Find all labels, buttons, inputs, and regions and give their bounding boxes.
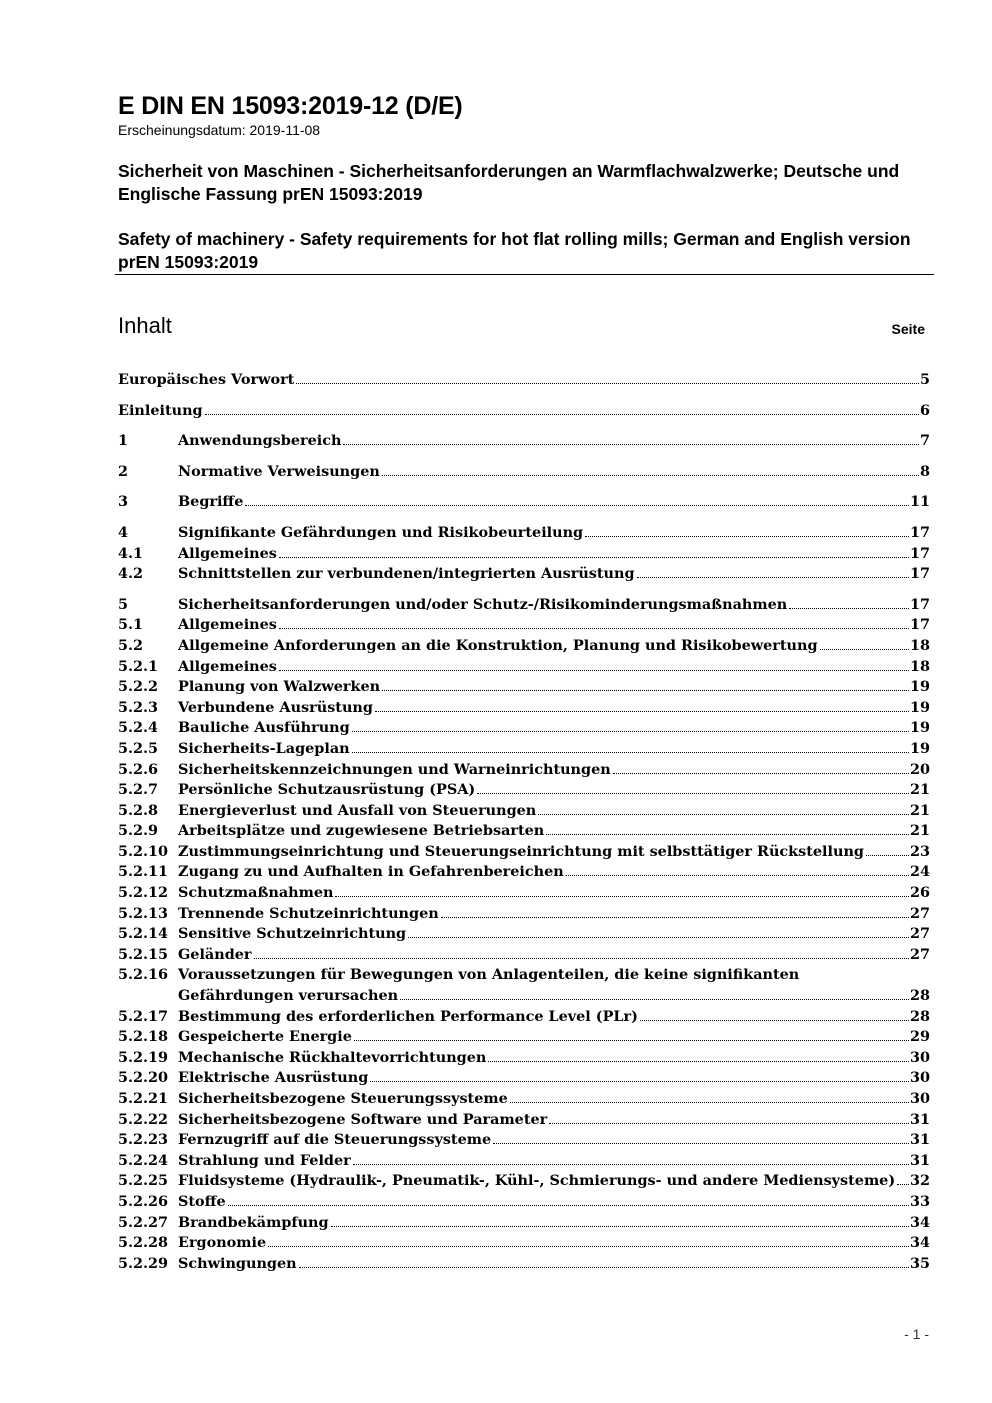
toc-leader-dots: [354, 1040, 909, 1041]
toc-entry-number: 2: [118, 462, 129, 480]
toc-entry[interactable]: [118, 1089, 930, 1110]
toc-leader-dots: [866, 855, 909, 856]
toc-entry-number: 4.1: [118, 544, 144, 562]
toc-entry-number: 5.2.20: [118, 1069, 169, 1087]
toc-page-column-label: Seite: [891, 321, 925, 337]
toc-entry[interactable]: [118, 965, 930, 986]
toc-leader-dots: [370, 1081, 909, 1082]
toc-entry-number: 5.2.25: [118, 1172, 169, 1190]
toc-entry-page: 33: [909, 1192, 930, 1210]
toc-leader-dots: [382, 475, 919, 476]
toc-entry-title: Trennende Schutzeinrichtungen: [178, 904, 439, 922]
toc-entry-page: 32: [909, 1172, 930, 1190]
header-divider: [115, 274, 934, 275]
toc-entry-title-continued: Gefährdungen verursachen: [178, 987, 399, 1005]
toc-entry-page: 31: [909, 1110, 930, 1128]
toc-entry[interactable]: [118, 595, 930, 616]
toc-leader-dots: [205, 414, 919, 415]
toc-entry-number: 5.2.1: [118, 657, 159, 675]
table-of-contents: [118, 370, 930, 1274]
toc-leader-dots: [296, 383, 919, 384]
toc-leader-dots: [789, 608, 909, 609]
toc-entry-number: 5.2.16: [118, 966, 169, 984]
toc-entry-number: 5.2.10: [118, 842, 169, 860]
toc-entry-number: 5.2.2: [118, 678, 159, 696]
toc-entry-title: Bestimmung des erforderlichen Performance Level (PLr): [178, 1007, 638, 1025]
toc-entry[interactable]: [118, 1130, 930, 1151]
toc-leader-dots: [352, 752, 909, 753]
toc-entry-number: 5.2.28: [118, 1234, 169, 1252]
toc-entry[interactable]: [118, 401, 930, 422]
toc-entry-title: Schutzmaßnahmen: [178, 884, 334, 902]
toc-entry-page: 26: [909, 884, 930, 902]
toc-entry-page: 34: [909, 1213, 930, 1231]
toc-entry-page: 27: [909, 904, 930, 922]
toc-entry[interactable]: [118, 801, 930, 822]
toc-entry-title: Geländer: [178, 945, 252, 963]
toc-leader-dots: [228, 1205, 909, 1206]
toc-entry-title: Mechanische Rückhaltevorrichtungen: [178, 1048, 487, 1066]
toc-entry-title: Sicherheitsbezogene Steuerungssysteme: [178, 1090, 508, 1107]
toc-entry-title: Planung von Walzwerken: [178, 678, 381, 696]
toc-leader-dots: [279, 670, 909, 671]
toc-entry-page: 19: [909, 698, 930, 716]
toc-entry-title: Anwendungsbereich: [178, 432, 342, 450]
toc-entry[interactable]: [118, 718, 930, 739]
toc-entry-page: 19: [909, 739, 930, 757]
toc-entry[interactable]: [118, 1233, 930, 1254]
toc-entry-page: 18: [909, 657, 930, 675]
toc-entry[interactable]: [118, 1027, 930, 1048]
toc-entry-title: Sicherheitsbezogene Software und Parameter: [178, 1110, 548, 1128]
publication-date: Erscheinungsdatum: 2019-11-08: [118, 122, 321, 138]
toc-entry-number: 5.2.18: [118, 1028, 169, 1046]
toc-entry-page: 30: [909, 1069, 930, 1087]
toc-entry-title: Voraussetzungen für Bewegungen von Anlagenteilen, die keine signifikanten: [178, 966, 800, 984]
title-english: Safety of machinery - Safety requirements for hot flat rolling mills; German and English version prEN 15093:2019: [118, 229, 911, 272]
toc-entry-number: 5: [118, 595, 129, 613]
toc-leader-dots: [820, 649, 909, 650]
toc-entry[interactable]: [118, 883, 930, 904]
toc-entry-page: 11: [909, 493, 930, 511]
toc-entry-page: 8: [919, 462, 930, 480]
toc-entry-number: 5.2.29: [118, 1254, 169, 1272]
toc-leader-dots: [566, 875, 909, 876]
toc-entry-page: 17: [909, 595, 930, 613]
toc-leader-dots: [245, 505, 909, 506]
toc-entry-title: Zustimmungseinrichtung und Steuerungseinrichtung mit selbsttätiger Rückstellung: [178, 842, 864, 860]
toc-entry-page: 24: [909, 863, 930, 881]
toc-entry-page: 29: [909, 1028, 930, 1046]
toc-leader-dots: [477, 793, 909, 794]
toc-entry-title: Arbeitsplätze und zugewiesene Betriebsarten: [178, 822, 545, 840]
toc-entry-number: 5.2.7: [118, 781, 159, 799]
toc-entry-number: 4: [118, 523, 129, 541]
toc-entry[interactable]: [118, 698, 930, 719]
toc-entry-page: 31: [909, 1131, 930, 1149]
toc-entry[interactable]: [118, 1068, 930, 1089]
document-id-title: E DIN EN 15093:2019-12 (D/E): [118, 92, 463, 120]
toc-leader-dots: [279, 557, 909, 558]
toc-entry-title: Schnittstellen zur verbundenen/integrierten Ausrüstung: [178, 565, 635, 583]
toc-entry-page: 35: [909, 1254, 930, 1272]
toc-entry-title: Ergonomie: [178, 1234, 267, 1252]
toc-entry-page: 21: [909, 781, 930, 799]
toc-entry-title: Sicherheitskennzeichnungen und Warneinrichtungen: [178, 760, 611, 778]
toc-entry-title: Einleitung: [118, 401, 203, 419]
toc-entry-number: 5.1: [118, 616, 144, 634]
toc-entry-page: 6: [919, 401, 930, 419]
toc-leader-dots: [538, 814, 909, 815]
toc-leader-dots: [299, 1267, 909, 1268]
toc-entry-number: 5.2.9: [118, 822, 159, 840]
toc-entry-continuation[interactable]: [118, 986, 930, 1007]
toc-entry-number: 5.2.8: [118, 801, 159, 819]
toc-entry[interactable]: [118, 739, 930, 760]
toc-heading: Inhalt: [118, 313, 172, 338]
toc-entry-title: Stoffe: [178, 1192, 226, 1210]
toc-leader-dots: [897, 1184, 909, 1185]
toc-entry[interactable]: [118, 842, 930, 863]
toc-entry-title: Brandbekämpfung: [178, 1213, 329, 1231]
toc-entry-page: 17: [909, 565, 930, 583]
toc-entry[interactable]: [118, 523, 930, 544]
toc-leader-dots: [441, 917, 909, 918]
toc-entry-page: 27: [909, 925, 930, 943]
toc-entry-title: Gespeicherte Energie: [178, 1028, 352, 1046]
toc-entry[interactable]: [118, 657, 930, 678]
toc-entry-number: 5.2.3: [118, 698, 159, 716]
toc-entry-number: 5.2.14: [118, 925, 169, 943]
toc-entry-page: 23: [909, 842, 930, 860]
toc-entry-title: Persönliche Schutzausrüstung (PSA): [178, 781, 476, 799]
toc-leader-dots: [488, 1061, 909, 1062]
toc-entry-page: 7: [919, 432, 930, 450]
toc-entry[interactable]: [118, 862, 930, 883]
toc-entry-number: 5.2.15: [118, 945, 169, 963]
toc-leader-dots: [640, 1020, 909, 1021]
toc-leader-dots: [400, 999, 909, 1000]
toc-entry[interactable]: [118, 1110, 930, 1131]
toc-leader-dots: [493, 1143, 909, 1144]
toc-entry-title: Schwingungen: [178, 1254, 297, 1272]
toc-entry[interactable]: [118, 564, 930, 585]
toc-entry-page: 30: [909, 1090, 930, 1107]
toc-entry[interactable]: [118, 615, 930, 636]
toc-leader-dots: [375, 711, 909, 712]
toc-entry[interactable]: [118, 1213, 930, 1234]
toc-entry[interactable]: [118, 431, 930, 452]
toc-entry-title: Sicherheits-Lageplan: [178, 739, 350, 757]
title-german: Sicherheit von Maschinen - Sicherheitsanforderungen an Warmflachwalzwerke; Deutsche und Englische Fassung prEN 15093:2019: [118, 161, 900, 204]
toc-entry-page: 28: [909, 987, 930, 1005]
toc-entry-number: 5.2.11: [118, 863, 169, 881]
toc-entry-title: Allgemeines: [178, 544, 277, 562]
toc-entry[interactable]: [118, 1151, 930, 1172]
toc-entry-title: Allgemeines: [178, 657, 277, 675]
toc-entry-title: Allgemeines: [178, 616, 277, 634]
toc-entry[interactable]: [118, 492, 930, 513]
toc-entry-number: 5.2.24: [118, 1151, 169, 1169]
toc-entry-number: 5.2.27: [118, 1213, 169, 1231]
toc-entry-title: Sensitive Schutzeinrichtung: [178, 925, 407, 943]
toc-entry-number: 1: [118, 432, 129, 450]
toc-entry-title: Energieverlust und Ausfall von Steuerungen: [178, 801, 537, 819]
toc-entry-title: Zugang zu und Aufhalten in Gefahrenbereichen: [178, 863, 564, 881]
toc-entry-number: 5.2.23: [118, 1131, 169, 1149]
toc-entry-title: Begriffe: [178, 493, 244, 511]
toc-entry-title: Verbundene Ausrüstung: [178, 698, 373, 716]
toc-entry-title: Signifikante Gefährdungen und Risikobeurteilung: [178, 523, 584, 541]
toc-entry[interactable]: [118, 1171, 930, 1192]
toc-leader-dots: [353, 1164, 909, 1165]
toc-entry-number: 5.2.5: [118, 739, 159, 757]
toc-entry[interactable]: [118, 1007, 930, 1028]
toc-entry[interactable]: [118, 945, 930, 966]
toc-entry-page: 21: [909, 822, 930, 840]
toc-entry[interactable]: [118, 370, 930, 391]
toc-entry-number: 5.2: [118, 636, 144, 654]
toc-leader-dots: [549, 1123, 909, 1124]
toc-leader-dots: [279, 628, 909, 629]
toc-entry-title: Elektrische Ausrüstung: [178, 1069, 369, 1087]
toc-entry-number: 5.2.21: [118, 1090, 169, 1107]
toc-entry-title: Sicherheitsanforderungen und/oder Schutz-/Risikominderungsmaßnahmen: [178, 595, 788, 613]
toc-entry-title: Europäisches Vorwort: [118, 371, 295, 388]
toc-entry-number: 5.2.4: [118, 719, 159, 737]
toc-entry[interactable]: [118, 1254, 930, 1275]
toc-entry-page: 5: [919, 371, 930, 388]
toc-leader-dots: [408, 937, 909, 938]
toc-entry-number: 5.2.17: [118, 1007, 169, 1025]
toc-entry-page: 28: [909, 1007, 930, 1025]
toc-entry[interactable]: [118, 1192, 930, 1213]
toc-leader-dots: [254, 958, 909, 959]
toc-entry-page: 31: [909, 1151, 930, 1169]
toc-entry[interactable]: [118, 544, 930, 565]
toc-entry[interactable]: [118, 636, 930, 657]
toc-entry-title: Normative Verweisungen: [178, 462, 380, 480]
toc-entry-page: 19: [909, 719, 930, 737]
toc-entry[interactable]: [118, 462, 930, 483]
toc-leader-dots: [335, 896, 908, 897]
toc-entry-title: Strahlung und Felder: [178, 1151, 351, 1169]
toc-entry-number: 5.2.22: [118, 1110, 169, 1128]
toc-entry-page: 17: [909, 523, 930, 541]
toc-entry-page: 30: [909, 1048, 930, 1066]
toc-entry-page: 17: [909, 616, 930, 634]
toc-entry-page: 19: [909, 678, 930, 696]
toc-entry-page: 17: [909, 544, 930, 562]
footer-page-number: - 1 -: [904, 1326, 929, 1342]
toc-leader-dots: [343, 444, 919, 445]
toc-entry-number: 3: [118, 493, 129, 511]
toc-entry-page: 34: [909, 1234, 930, 1252]
toc-entry-page: 21: [909, 801, 930, 819]
toc-entry-title: Fernzugriff auf die Steuerungssysteme: [178, 1131, 492, 1149]
toc-entry-number: 5.2.6: [118, 760, 159, 778]
toc-leader-dots: [585, 536, 909, 537]
toc-leader-dots: [382, 690, 909, 691]
toc-entry-page: 18: [909, 636, 930, 654]
toc-entry-title: Bauliche Ausführung: [178, 719, 350, 737]
toc-leader-dots: [268, 1246, 909, 1247]
toc-entry-number: 5.2.12: [118, 884, 169, 902]
toc-entry[interactable]: [118, 677, 930, 698]
toc-leader-dots: [510, 1102, 909, 1103]
toc-leader-dots: [613, 773, 909, 774]
toc-leader-dots: [546, 834, 909, 835]
toc-entry-page: 20: [909, 760, 930, 778]
toc-entry[interactable]: [118, 904, 930, 925]
toc-entry[interactable]: [118, 924, 930, 945]
toc-entry-number: 4.2: [118, 565, 144, 583]
toc-entry-page: 27: [909, 945, 930, 963]
toc-entry-title: Fluidsysteme (Hydraulik-, Pneumatik-, Kühl-, Schmierungs- und andere Mediensysteme): [178, 1172, 896, 1190]
toc-entry[interactable]: [118, 780, 930, 801]
toc-entry[interactable]: [118, 760, 930, 781]
toc-entry-number: 5.2.13: [118, 904, 169, 922]
toc-leader-dots: [637, 577, 909, 578]
toc-entry-title: Allgemeine Anforderungen an die Konstruktion, Planung und Risikobewertung: [178, 636, 818, 654]
toc-leader-dots: [331, 1226, 909, 1227]
toc-leader-dots: [352, 731, 909, 732]
toc-entry[interactable]: [118, 821, 930, 842]
toc-entry-number: 5.2.19: [118, 1048, 169, 1066]
toc-entry[interactable]: [118, 1048, 930, 1069]
toc-entry-number: 5.2.26: [118, 1192, 169, 1210]
